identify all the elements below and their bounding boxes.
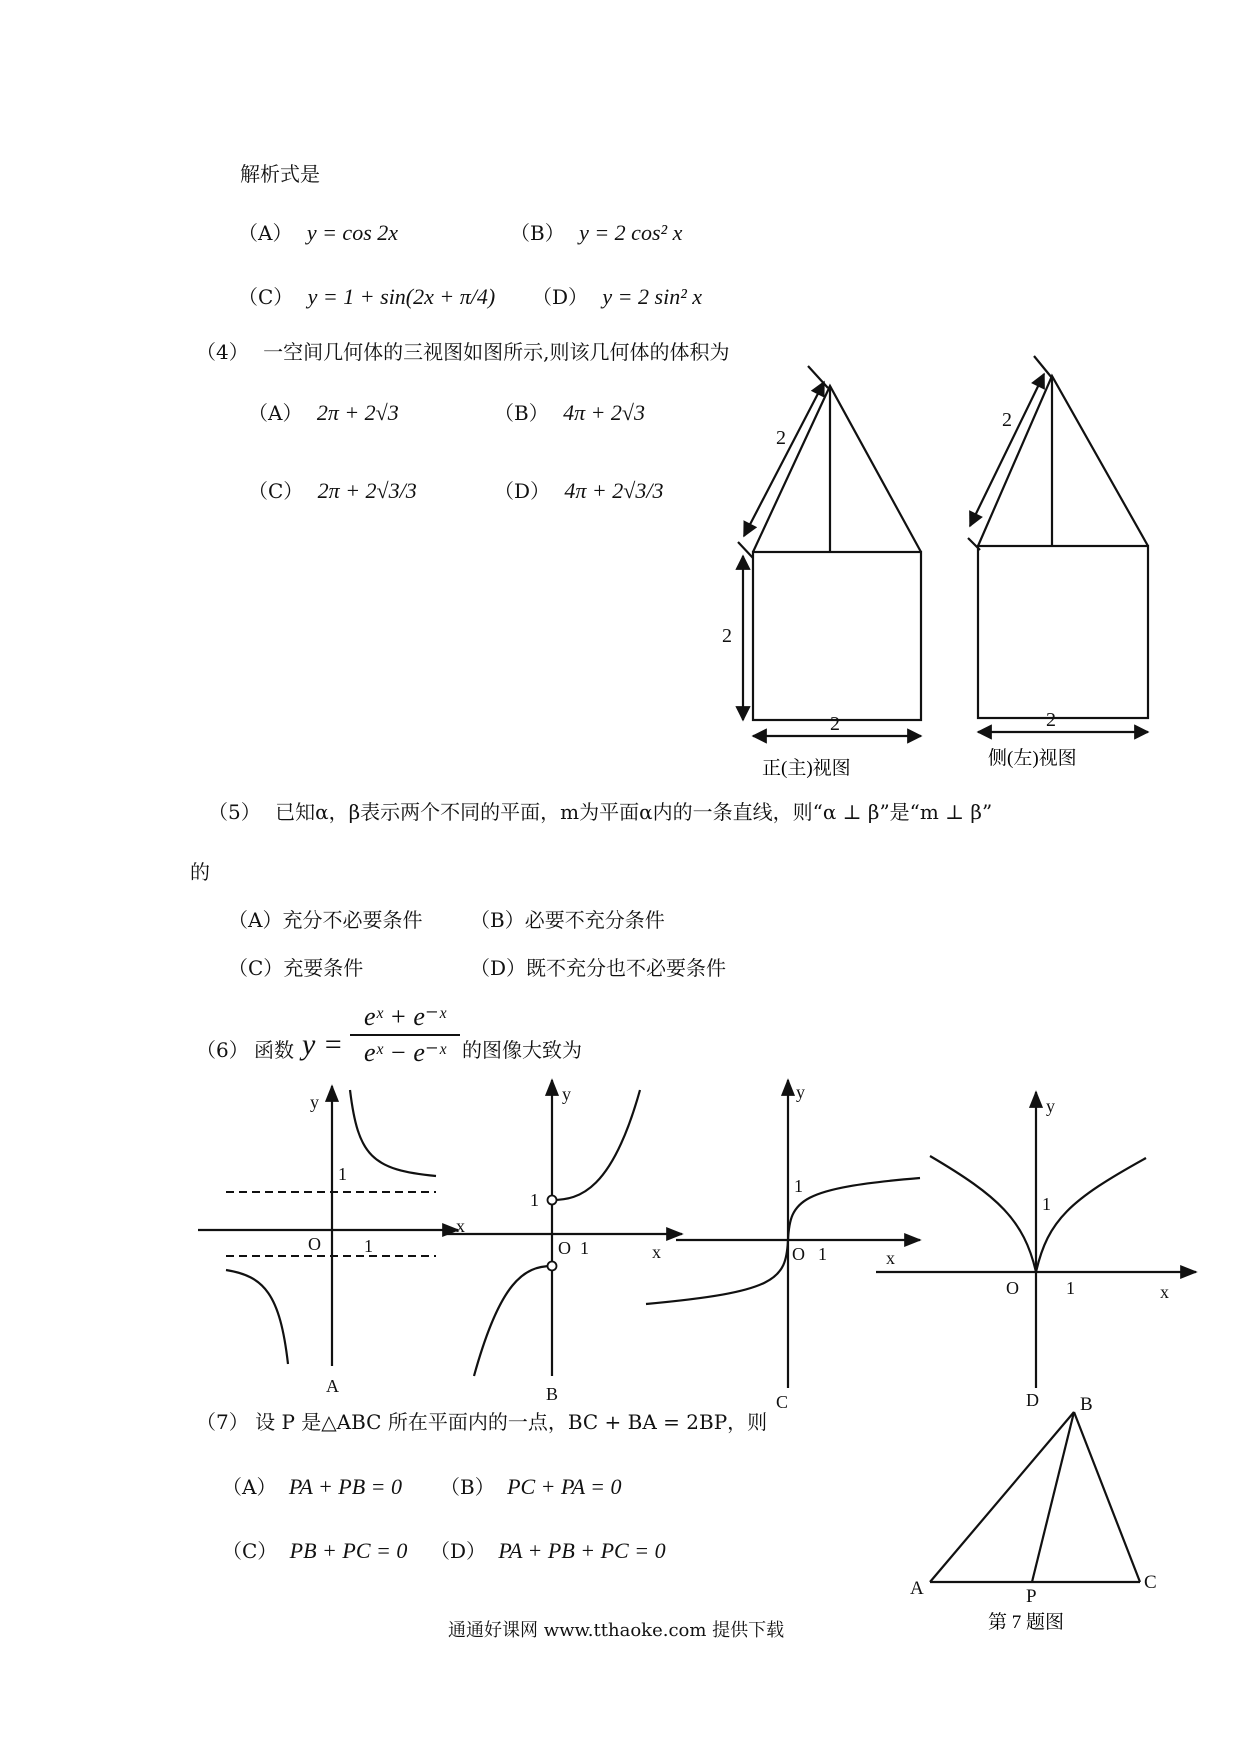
q6-graph-d-tick-x: 1 — [1066, 1278, 1075, 1298]
q7-vertex-p: P — [1026, 1586, 1037, 1607]
q4-three-view-figure — [700, 350, 1170, 790]
q6-stem-post: 的图像大致为 — [462, 1038, 582, 1062]
q5-option-c[interactable]: （C）充要条件 — [228, 956, 364, 980]
q6-graph-a-origin: O — [308, 1234, 321, 1254]
q5-stem: （5） 已知α，β表示两个不同的平面，m为平面α内的一条直线，则“α ⊥ β”是“m ⊥ β” — [208, 800, 993, 824]
q6-graph-b-curve-left — [474, 1266, 552, 1376]
q6-graph-c[interactable] — [646, 1080, 920, 1412]
q6-graphs — [200, 1070, 1200, 1410]
side-view-width-label: 2 — [1046, 709, 1056, 731]
q6-graph-b-curve-right — [552, 1090, 640, 1200]
side-view-slant-label: 2 — [1002, 409, 1012, 431]
q7-option-b[interactable]: （B） PC + PA = 0 — [440, 1474, 622, 1499]
q6-graph-b-open-point-upper — [548, 1196, 557, 1205]
q3-option-c[interactable]: （C） y = 1 + sin(2x + π/4) — [238, 284, 496, 309]
q3-option-a[interactable]: （A） y = cos 2x — [238, 220, 399, 245]
q6-graph-b-tick-x: 1 — [580, 1238, 589, 1258]
page-footer: 通通好课网 www.tthaoke.com 提供下载 — [448, 1620, 785, 1641]
q6-fraction-bar — [350, 1034, 460, 1036]
front-view-height-label: 2 — [722, 625, 732, 647]
q4-option-d[interactable]: （D） 4π + 2√3/3 — [494, 478, 664, 503]
q6-graph-d-tick-y: 1 — [1042, 1194, 1051, 1214]
q6-graph-a-tick-x: 1 — [364, 1236, 373, 1256]
q3-option-d[interactable]: （D） y = 2 sin² x — [532, 284, 703, 309]
q6-graph-c-x-label: x — [886, 1248, 895, 1268]
q6-graph-a-label: A — [326, 1376, 339, 1396]
q6-graph-a-y-label: y — [310, 1092, 319, 1112]
q6-graph-d-x-label: x — [1160, 1282, 1169, 1302]
front-view-slant-dim — [744, 382, 824, 536]
q3-stem-tail: 解析式是 — [240, 162, 320, 186]
q6-graph-c-curve-right — [788, 1178, 920, 1240]
q6-graph-b-open-point-lower — [548, 1262, 557, 1271]
q6-graph-d-y-label: y — [1046, 1096, 1055, 1116]
q6-func-lhs: y = — [302, 1028, 344, 1061]
q6-graph-b-tick-y: 1 — [530, 1190, 539, 1210]
q6-graph-c-y-label: y — [796, 1082, 805, 1102]
q6-graph-a[interactable] — [198, 1086, 465, 1396]
q3-option-b[interactable]: （B） y = 2 cos² x — [510, 220, 683, 245]
q5-stem-cont: 的 — [190, 860, 210, 884]
q6-graph-c-origin: O — [792, 1244, 805, 1264]
q4-option-c[interactable]: （C） 2π + 2√3/3 — [248, 478, 417, 503]
q5-option-b[interactable]: （B）必要不充分条件 — [470, 908, 665, 932]
q7-figure-caption: 第 7 题图 — [988, 1612, 1065, 1633]
q4-stem: （4） 一空间几何体的三视图如图所示,则该几何体的体积为 — [196, 340, 730, 364]
side-view-caption: 侧(左)视图 — [988, 748, 1077, 769]
q6-func-numerator: eˣ + e⁻ˣ — [363, 1002, 447, 1031]
q6-graph-d-label: D — [1026, 1390, 1039, 1410]
q7-side-bc — [1074, 1412, 1140, 1582]
side-view-square — [978, 546, 1148, 718]
q7-vertex-a: A — [910, 1578, 924, 1599]
q5-option-a[interactable]: （A）充分不必要条件 — [228, 908, 423, 932]
q6-graph-b[interactable] — [446, 1080, 682, 1404]
q7-triangle-figure — [900, 1388, 1190, 1650]
q6-graph-c-curve-left — [646, 1240, 788, 1304]
q6-func-denominator: eˣ − e⁻ˣ — [363, 1038, 447, 1067]
front-view-dim-tick — [808, 366, 828, 388]
q6-graph-d[interactable] — [876, 1092, 1196, 1410]
q7-vertex-b: B — [1080, 1394, 1093, 1415]
front-view-dim-tick — [738, 542, 753, 558]
q6-graph-c-tick-y: 1 — [794, 1176, 803, 1196]
q7-option-c[interactable]: （C） PB + PC = 0 — [222, 1538, 408, 1563]
q6-graph-b-x-label: x — [652, 1242, 661, 1262]
q7-stem: （7） 设 P 是△ABC 所在平面内的一点，BC + BA = 2BP，则 — [196, 1410, 768, 1434]
front-view — [738, 366, 921, 736]
q6-graph-a-curve-left — [226, 1270, 288, 1364]
front-view-caption: 正(主)视图 — [762, 758, 851, 779]
q6-number: （6） — [196, 1038, 249, 1062]
q6-graph-a-tick-y: 1 — [338, 1164, 347, 1184]
side-view — [968, 356, 1148, 732]
front-view-width-label: 2 — [830, 713, 840, 735]
side-view-slant-dim — [970, 374, 1044, 526]
front-view-square — [753, 552, 921, 720]
q6-graph-a-curve-right — [350, 1090, 436, 1176]
q6-graph-b-y-label: y — [562, 1084, 571, 1104]
q6-graph-d-curve-right — [1036, 1158, 1146, 1272]
q7-option-d[interactable]: （D） PA + PB + PC = 0 — [430, 1538, 666, 1563]
q6-graph-c-tick-x: 1 — [818, 1244, 827, 1264]
q7-option-a[interactable]: （A） PA + PB = 0 — [222, 1474, 403, 1499]
q6-graph-d-curve-left — [930, 1156, 1036, 1272]
q7-vertex-c: C — [1144, 1572, 1157, 1593]
side-view-triangle — [978, 376, 1148, 546]
q6-stem-pre: 函数 — [254, 1038, 294, 1062]
q6-graph-a-x-label: x — [456, 1216, 465, 1236]
q6-graph-b-origin: O — [558, 1238, 571, 1258]
q6-graph-c-label: C — [776, 1392, 789, 1412]
q6-fraction — [350, 1002, 460, 1068]
q4-option-a[interactable]: （A） 2π + 2√3 — [248, 400, 399, 425]
q4-option-b[interactable]: （B） 4π + 2√3 — [494, 400, 646, 425]
q6-graph-d-origin: O — [1006, 1278, 1019, 1298]
q6-graph-b-label: B — [546, 1384, 559, 1404]
front-view-slant-label: 2 — [776, 427, 786, 449]
q5-option-d[interactable]: （D）既不充分也不必要条件 — [470, 956, 727, 980]
